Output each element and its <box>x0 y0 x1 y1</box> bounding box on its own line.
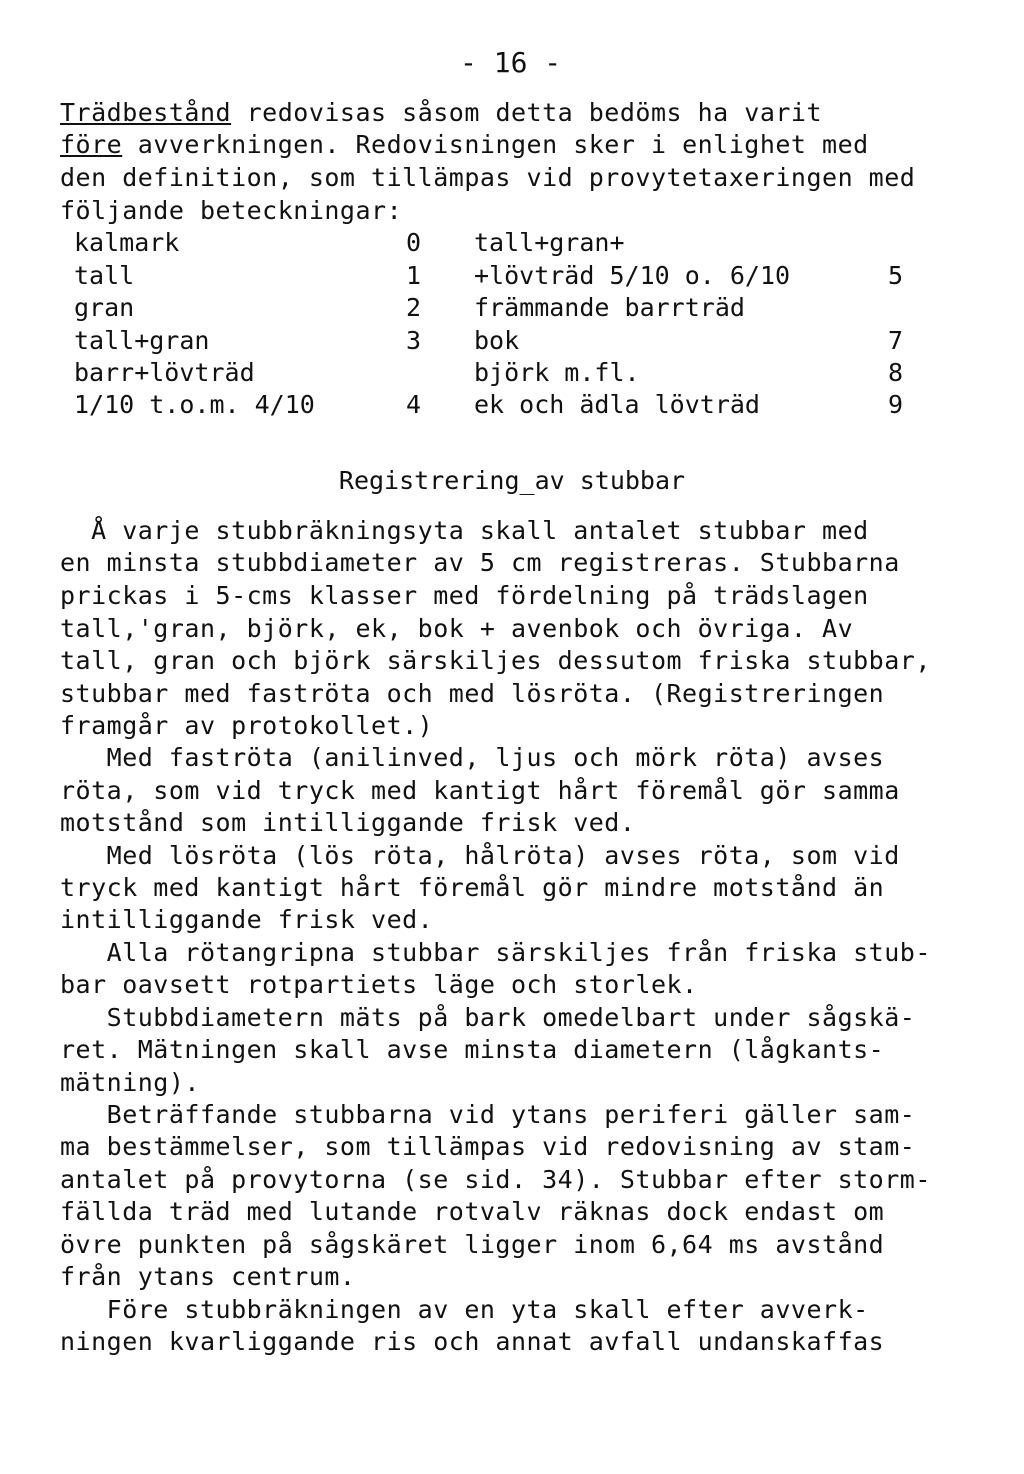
body-line: intilliggande frisk ved. <box>60 905 434 934</box>
body-line: ret. Mätningen skall avse minsta diametern (lågkants- <box>60 1035 885 1064</box>
body-line: Å varje stubbräkningsyta skall antalet stubbar med <box>60 516 869 545</box>
body-line: Alla rötangripna stubbar särskiljes från friska stub- <box>60 938 931 967</box>
table-row: tall 1 +lövträd 5/10 o. 6/10 5 <box>74 261 904 290</box>
intro-line-4: följande beteckningar: <box>60 196 403 225</box>
body-line: röta, som vid tryck med kantigt hårt föremål gör samma <box>60 776 900 805</box>
body-line: Med lösröta (lös röta, hålröta) avses röta, som vid <box>60 841 900 870</box>
table-row: 1/10 t.o.m. 4/10 4 ek och ädla lövträd 9 <box>74 390 904 419</box>
body-line: motstånd som intilliggande frisk ved. <box>60 808 636 837</box>
body-line: från ytans centrum. <box>60 1262 356 1291</box>
body-line: bar oavsett rotpartiets läge och storlek. <box>60 970 698 999</box>
body-line: antalet på provytorna (se sid. 34). Stubbar efter storm- <box>60 1165 931 1194</box>
table-row: tall+gran 3 bok 7 <box>74 326 904 355</box>
table-row: gran 2 främmande barrträd <box>74 293 745 322</box>
underlined-term: före <box>60 130 123 159</box>
body-line: Med faströta (anilinved, ljus och mörk röta) avses <box>60 743 885 772</box>
body-line: stubbar med faströta och med lösröta. (Registreringen <box>60 679 885 708</box>
intro-line-2: före avverkningen. Redovisningen sker i enlighet med <box>60 130 869 159</box>
body-line: en minsta stubbdiameter av 5 cm registreras. Stubbarna <box>60 548 900 577</box>
table-row: kalmark 0 tall+gran+ <box>74 228 625 257</box>
body-line: Före stubbräkningen av en yta skall efter avverk- <box>60 1295 869 1324</box>
body-line: Beträffande stubbarna vid ytans periferi gäller sam- <box>60 1100 916 1129</box>
body-line: framgår av protokollet.) <box>60 711 434 740</box>
body-line: tryck med kantigt hårt föremål gör mindre motstånd än <box>60 873 885 902</box>
page-number: - 16 - <box>460 46 562 79</box>
section-heading: Registrering_av stubbar <box>338 466 686 495</box>
underlined-term: Trädbestånd <box>60 98 232 127</box>
body-line: tall, gran och björk särskiljes dessutom friska stubbar, <box>60 646 931 675</box>
body-line: Stubbdiametern mäts på bark omedelbart under sågskä- <box>60 1003 916 1032</box>
intro-line-1: Trädbestånd redovisas såsom detta bedöms ha varit <box>60 98 823 127</box>
body-line: ma bestämmelser, som tillämpas vid redovisning av stam- <box>60 1132 916 1161</box>
intro-line-3: den definition, som tillämpas vid provytetaxeringen med <box>60 163 916 192</box>
body-line: tall,'gran, björk, ek, bok + avenbok och övriga. Av <box>60 614 854 643</box>
body-line: ningen kvarliggande ris och annat avfall undanskaffas <box>60 1327 885 1356</box>
body-line: övre punkten på sågskäret ligger inom 6,64 ms avstånd <box>60 1230 885 1259</box>
body-line: prickas i 5-cms klasser med fördelning på trädslagen <box>60 581 869 610</box>
table-row: barr+lövträd björk m.fl. 8 <box>74 358 904 387</box>
body-line: fällda träd med lutande rotvalv räknas dock endast om <box>60 1197 885 1226</box>
body-line: mätning). <box>60 1068 200 1097</box>
